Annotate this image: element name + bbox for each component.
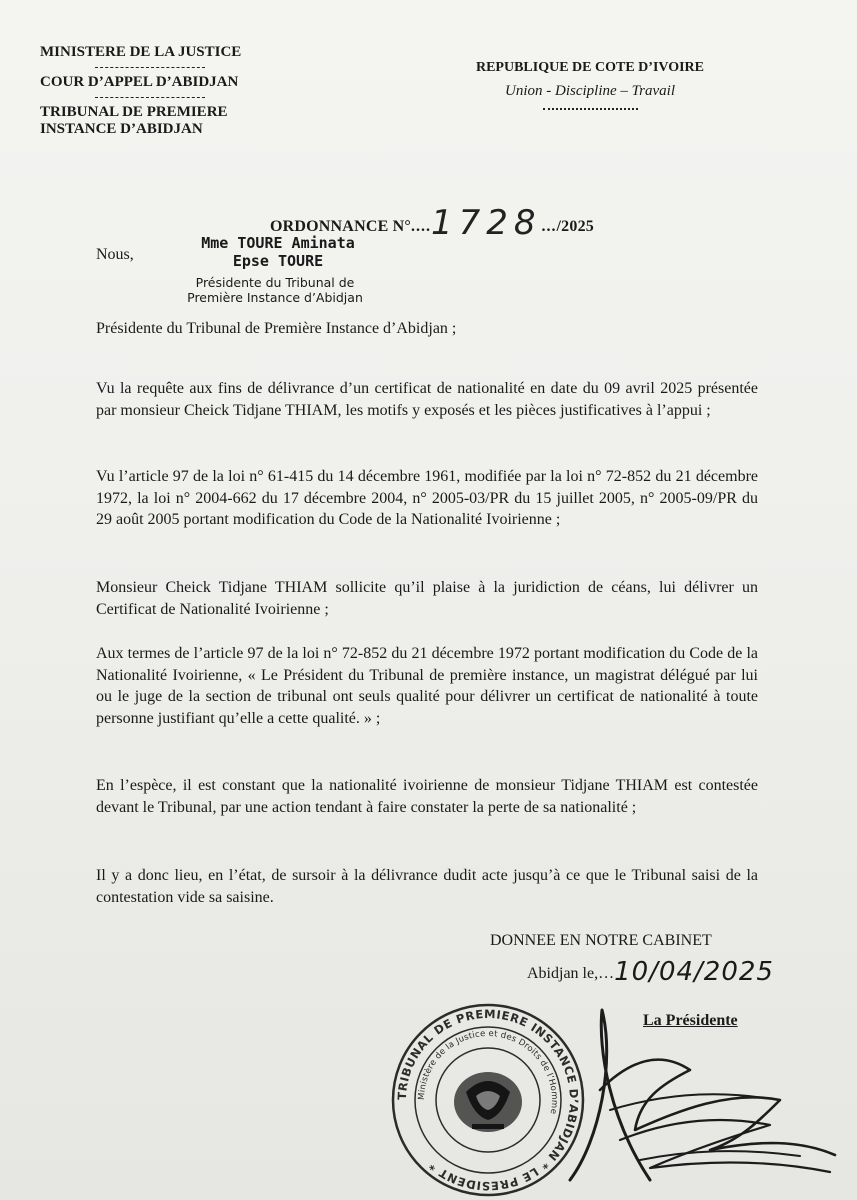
paragraph-requete: Vu la requête aux fins de délivrance d’un certificat de nationalité en date du 09 avril 2025 présentée par monsieur Cheick Tidjane THIAM, les motifs y exposés et les pièces justificatives à l’appui ; <box>96 380 758 419</box>
seal-outer-text: TRIBUNAL DE PREMIERE INSTANCE D’ABIDJAN * LE PRESIDENT * <box>394 1006 582 1194</box>
ordonnance-title: ORDONNANCE N°....1728.../2025 <box>270 203 594 243</box>
place-label: Abidjan le,… <box>527 965 615 982</box>
signatory-title: La Présidente <box>643 1012 738 1029</box>
name-stamp-title <box>170 275 380 305</box>
coat-of-arms-icon <box>454 1072 522 1132</box>
header-right <box>470 60 710 110</box>
paragraph-conclusion: Il y a donc lieu, en l’état, de sursoir à la délivrance dudit acte jusqu’à ce que le Tribunal saisi de la contestation vide sa saisine. <box>96 867 758 906</box>
paragraph-vu-article: Vu l’article 97 de la loi n° 61-415 du 14 décembre 1961, modifiée par la loi n° 72-852 du 21 décembre 1972, la loi n° 2004-662 du 17 décembre 2004, n° 2005-03/PR du 15 juillet 2005, n° 2005-09/PR du 29 août 2005 portant modification du Code de la Nationalité Ivoirienne ; <box>96 468 758 528</box>
title-prefix: ORDONNANCE N° <box>270 218 411 235</box>
tribunal-name-line2: INSTANCE D’ABIDJAN <box>40 121 203 137</box>
ministry-name: MINISTERE DE LA JUSTICE <box>40 44 242 60</box>
national-motto: Union - Discipline – Travail <box>505 83 675 99</box>
nous-label: Nous, <box>96 246 134 263</box>
title-suffix: /2025 <box>556 218 594 235</box>
separator-line <box>543 108 638 110</box>
ordonnance-number: 1728 <box>431 203 542 243</box>
name-stamp <box>178 234 378 270</box>
handwritten-signature <box>540 990 857 1200</box>
paragraph-en-espece: En l’espèce, il est constant que la nationalité ivoirienne de monsieur Tidjane THIAM est contestée devant le Tribunal, par une action tendant à faire constater la perte de sa nationalité ; <box>96 777 758 816</box>
presidente-statement: Présidente du Tribunal de Première Instance d’Abidjan ; <box>96 320 457 337</box>
stamp-line-title2: Première Instance d’Abidjan <box>187 290 363 305</box>
tribunal-name-line1: TRIBUNAL DE PREMIERE <box>40 104 228 120</box>
seal-inner-text: Ministère de la Justice et des Droits de l’Homme <box>416 1028 560 1115</box>
paragraph-sollicite: Monsieur Cheick Tidjane THIAM sollicite qu’il plaise à la juridiction de céans, lui délivrer un Certificat de Nationalité Ivoirienne ; <box>96 579 758 618</box>
donne-en-cabinet: DONNEE EN NOTRE CABINET <box>490 932 712 949</box>
stamp-line-title1: Présidente du Tribunal de <box>195 275 355 290</box>
stamp-line-name: Mme TOURE Aminata <box>201 234 355 252</box>
place-date-line <box>527 955 774 985</box>
separator-line <box>95 67 205 68</box>
court-of-appeal-name: COUR D’APPEL D’ABIDJAN <box>40 74 239 90</box>
handwritten-date: 10/04/2025 <box>614 957 774 987</box>
republic-name: REPUBLIQUE DE COTE D’IVOIRE <box>475 60 705 75</box>
paragraph-aux-termes: Aux termes de l’article 97 de la loi n° 72-852 du 21 décembre 1972 portant modification du Code de la Nationalité Ivoirienne, « Le Président du Tribunal de première instance, un magistrat délégué par lui ou le juge de la section de tribunal ont seuls qualité pour délivrer un certificat de nationalité à toute personne justifiant qu’elle a cette qualité. » ; <box>96 645 758 727</box>
separator-line <box>95 97 205 98</box>
stamp-line-spouse: Epse TOURE <box>232 252 324 270</box>
header-left <box>40 44 280 138</box>
